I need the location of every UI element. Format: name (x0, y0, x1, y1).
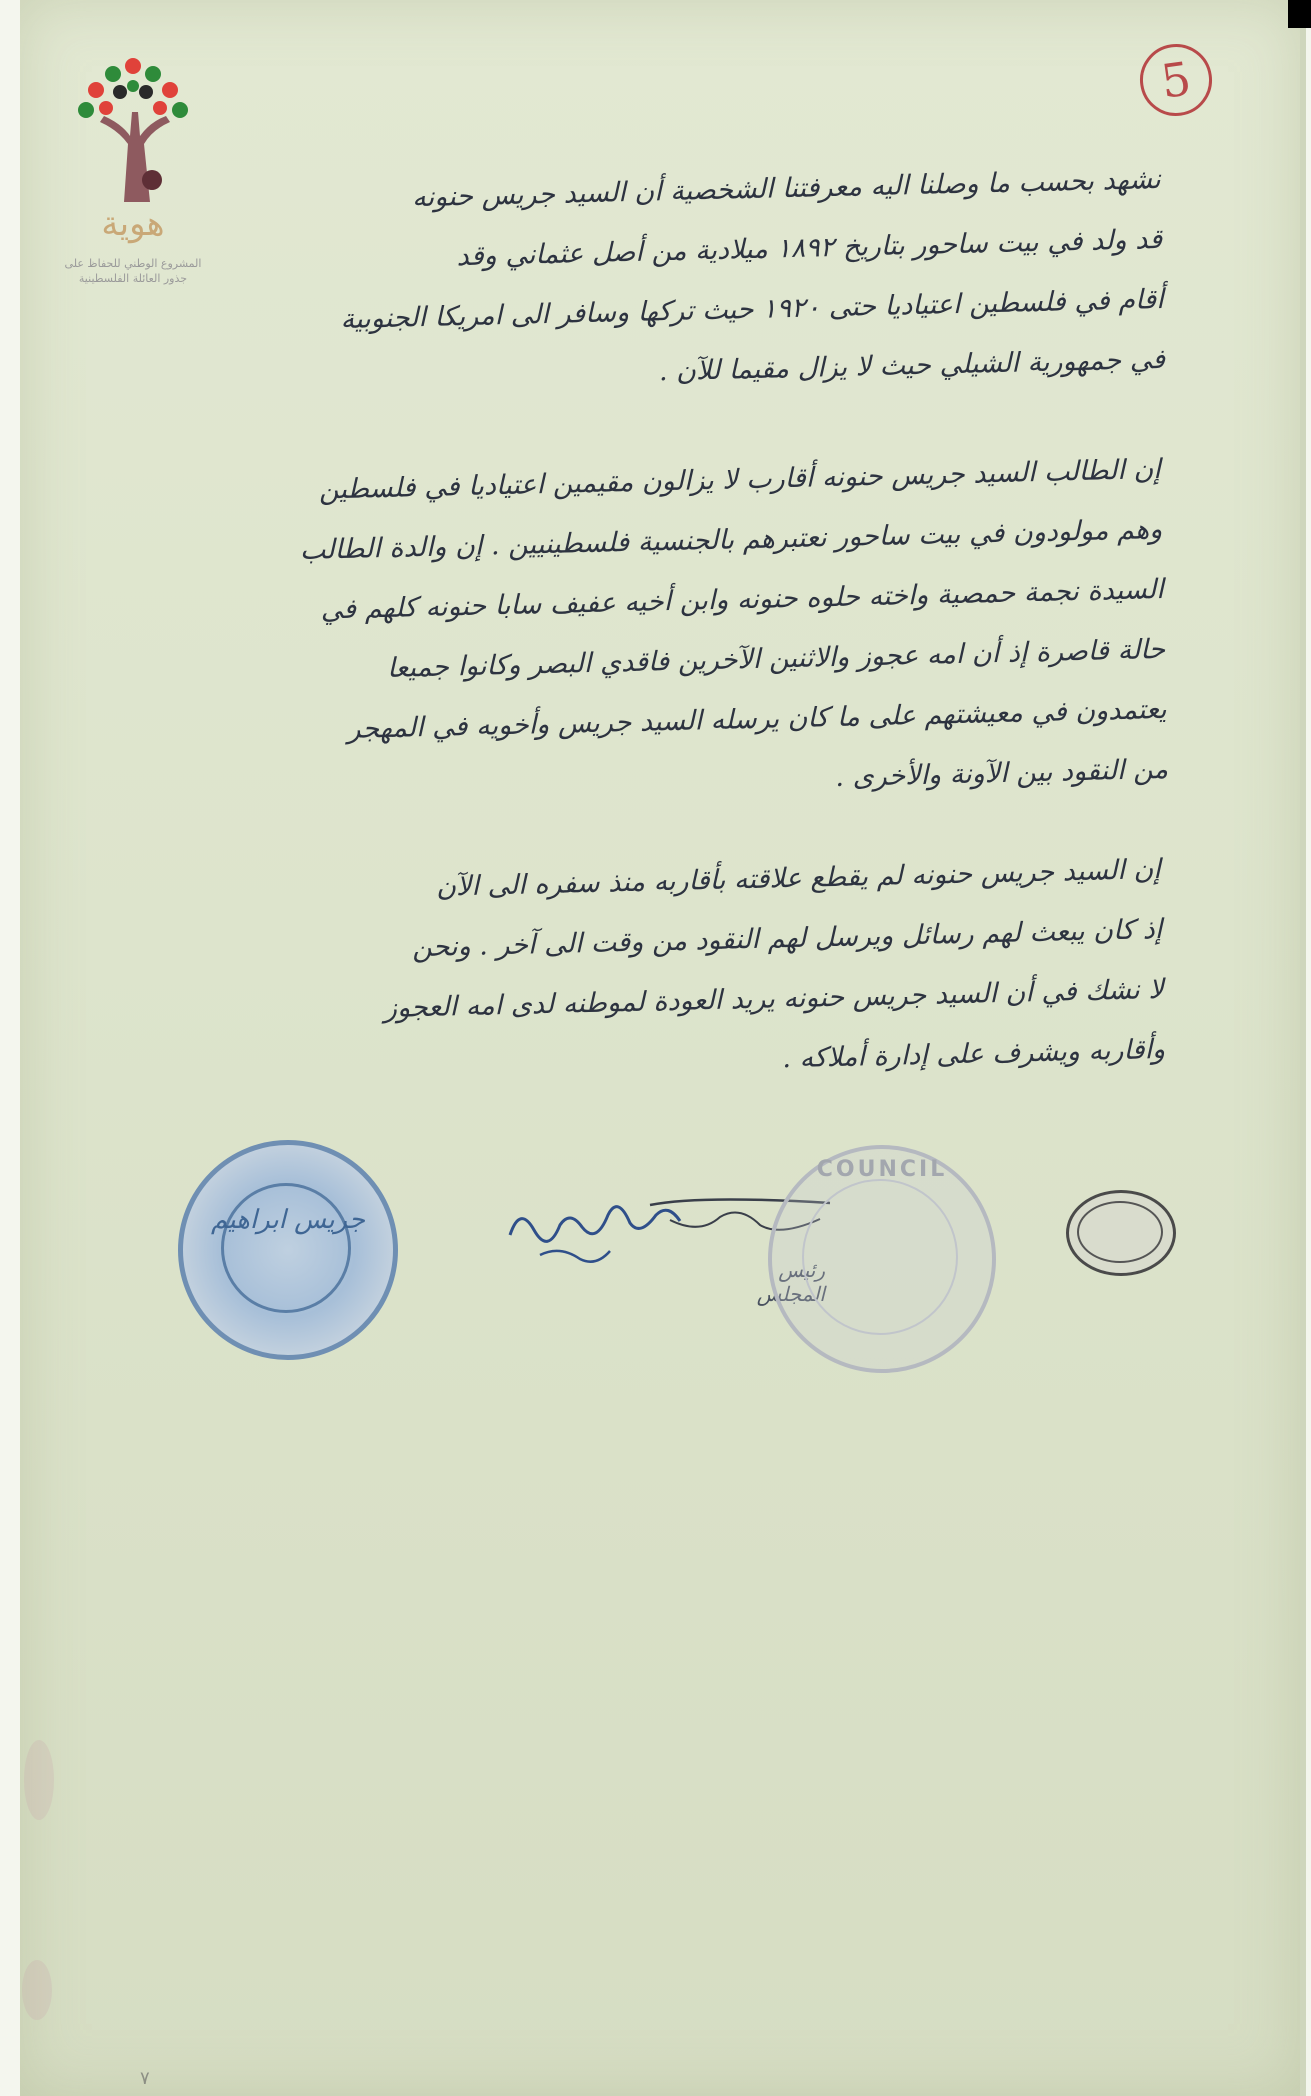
text-line: نشهد بحسب ما وصلنا اليه معرفتنا الشخصية أن السيد جريس حنونه (411, 163, 1162, 214)
logo-tagline-line2: جذور العائلة الفلسطينية (78, 272, 188, 285)
scan-corner (1288, 0, 1311, 28)
text-line: إن السيد جريس حنونه لم يقطع علاقته بأقاربه منذ سفره الى الآن (435, 853, 1162, 903)
paragraph-1 (150, 150, 1166, 415)
stamp-inner-ring (221, 1183, 351, 1313)
text-line: حالة قاصرة إذ أن امه عجوز والاثنين الآخرين فاقدي البصر وكانوا جميعا (386, 633, 1166, 684)
page-number: 5 (1135, 39, 1216, 120)
seal-inner-ring (1077, 1201, 1163, 1263)
council-stamp-text: COUNCIL (816, 1157, 948, 1182)
mukhtar-seal (1066, 1190, 1176, 1276)
signature-title: رئيس المجلس (756, 1258, 825, 1306)
logo-brand-name: هوية (101, 204, 165, 244)
text-line: في جمهورية الشيلي حيث لا يزال مقيما للآن . (658, 343, 1166, 388)
text-line: يعتمدون في معيشتهم على ما كان يرسله السيد جريس وأخويه في المهجر (347, 693, 1167, 745)
paragraph-2 (150, 440, 1168, 825)
council-stamp (768, 1145, 996, 1373)
paper-stain (24, 1740, 54, 1820)
paragraph-3 (150, 840, 1166, 1105)
text-line: أقام في فلسطين اعتياديا حتى ١٩٢٠ حيث تركها وسافر الى امريكا الجنوبية (340, 283, 1165, 336)
text-line: وهم مولودون في بيت ساحور نعتبرهم بالجنسية فلسطينيين . إن والدة الطالب (299, 513, 1163, 567)
text-line: قد ولد في بيت ساحور بتاريخ ١٨٩٢ ميلادية من أصل عثماني وقد (456, 223, 1163, 273)
stamp-inner-ring (802, 1179, 958, 1335)
stamp-text: جريس ابراهيم (211, 1205, 365, 1235)
text-line: السيدة نجمة حمصية واخته حلوه حنونه وابن أخيه عفيف سابا حنونه كلهم في (320, 573, 1165, 626)
text-line: لا نشك في أن السيد جريس حنونه يريد العودة لموطنه لدى امه العجوز (383, 973, 1165, 1025)
text-line: وأقاربه ويشرف على إدارة أملاكه . (781, 1033, 1166, 1075)
text-line: من النقود بين الآونة والأخرى . (834, 753, 1169, 794)
paper-stain (22, 1960, 52, 2020)
logo-tagline-line1: المشروع الوطني للحفاظ على (64, 257, 202, 270)
text-line: إذ كان يبعث لهم رسائل ويرسل لهم النقود من وقت الى آخر . ونحن (411, 913, 1163, 964)
bottom-mark: ٧ (140, 2068, 150, 2089)
text-line: إن الطالب السيد جريس حنونه أقارب لا يزالون مقيمين اعتياديا في فلسطين (318, 453, 1162, 506)
blue-official-stamp (178, 1140, 398, 1360)
